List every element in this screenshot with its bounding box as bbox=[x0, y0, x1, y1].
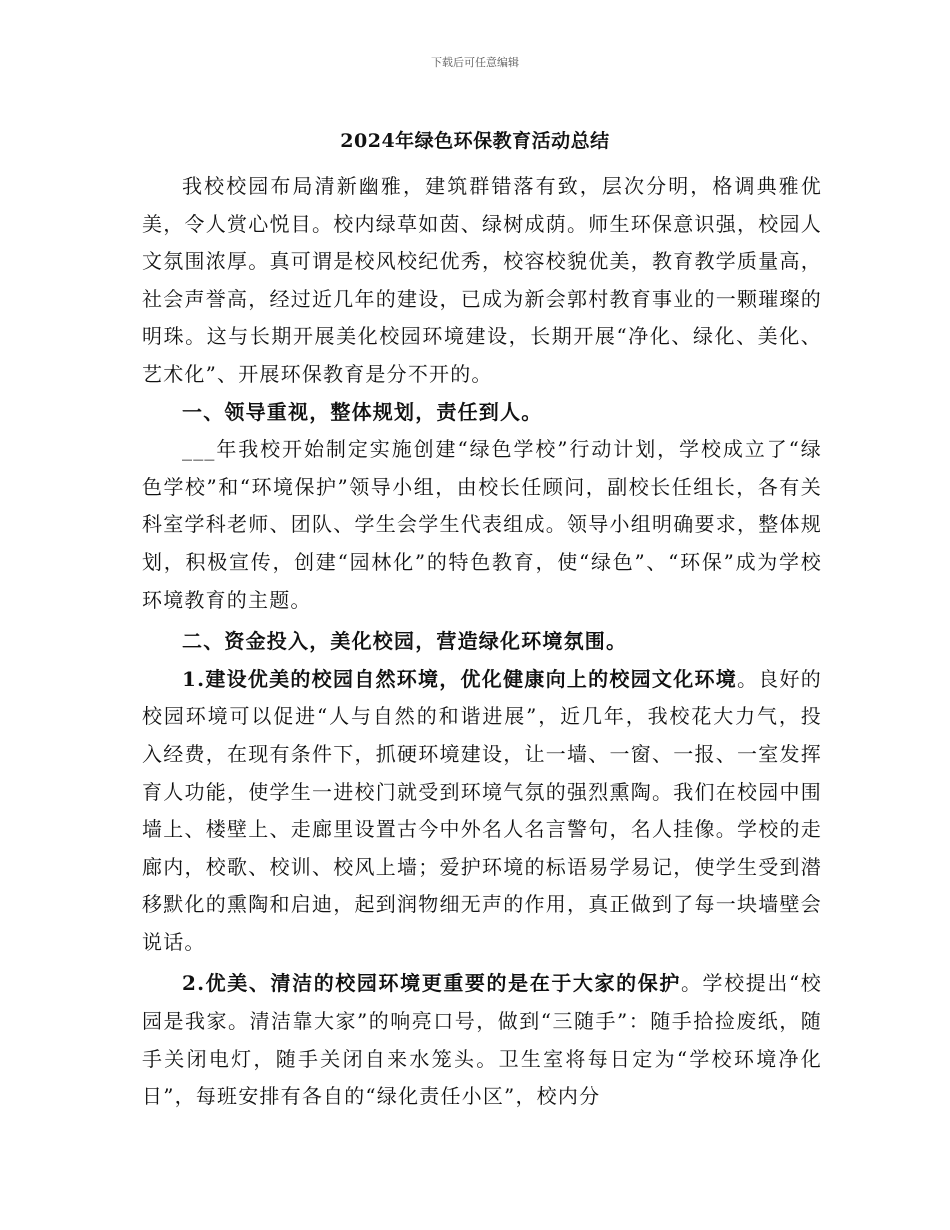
header-note: 下载后可任意编辑 bbox=[431, 56, 519, 69]
document-body bbox=[142, 168, 822, 1116]
paragraph-2-text: 。良好的校园环境可以促进“人与自然的和谐进展”，近几年，我校花大力气，投入经费，在现有条件下，抓硬环境建设，让一墙、一窗、一报、一室发挥育人功能，使学生一进校门就受到环境气氛的强烈熏陶。我们在校园中围墙上、楼壁上、走廊里设置古今中外名人名言警句，名人挂像。学校的走廊内，校歌、校训、校风上墙；爱护环境的标语易学易记，使学生受到潜移默化的熏陶和启迪，起到润物细无声的作用，真正做到了每一块墙壁会说话。 bbox=[142, 666, 822, 954]
section-heading-2: 二、资金投入，美化校园，营造绿化环境氛围。 bbox=[182, 629, 628, 654]
paragraph-2-lead: 1.建设优美的校园自然环境，优化健康向上的校园文化环境 bbox=[182, 666, 737, 691]
paragraph-2 bbox=[142, 661, 822, 962]
document-title: 2024年绿色环保教育活动总结 bbox=[340, 130, 610, 152]
section-heading-1: 一、领导重视，整体规划，责任到人。 bbox=[182, 399, 543, 424]
paragraph-1: ___年我校开始制定实施创建“绿色学校”行动计划，学校成立了“绿色学校”和“环境保护”领导小组，由校长任顾问，副校长任组长，各有关科室学科老师、团队、学生会学生代表组成。领导小组明确要求，整体规划，积极宣传，创建“园林化”的特色教育，使“绿色”、“环保”成为学校环境教育的主题。 bbox=[142, 437, 822, 612]
paragraph-3-lead: 2.优美、清洁的校园环境更重要的是在于大家的保护 bbox=[182, 971, 681, 996]
paragraph-intro: 我校校园布局清新幽雅，建筑群错落有致，层次分明，格调典雅优美，令人赏心悦目。校内绿草如茵、绿树成荫。师生环保意识强，校园人文氛围浓厚。真可谓是校风校纪优秀，校容校貌优美，教育教学质量高，社会声誉高，经过近几年的建设，已成为新会郭村教育事业的一颗璀璨的明珠。这与长期开展美化校园环境建设，长期开展“净化、绿化、美化、艺术化”、开展环保教育是分不开的。 bbox=[142, 174, 822, 386]
paragraph-3 bbox=[142, 965, 822, 1115]
paragraph-3-text: 。学校提出“校园是我家。清洁靠大家”的响亮口号，做到“三随手”：随手拾捡废纸，随手关闭电灯，随手关闭自来水笼头。卫生室将每日定为“学校环境净化日”，每班安排有各自的“绿化责任小区”，校内分 bbox=[142, 971, 822, 1109]
